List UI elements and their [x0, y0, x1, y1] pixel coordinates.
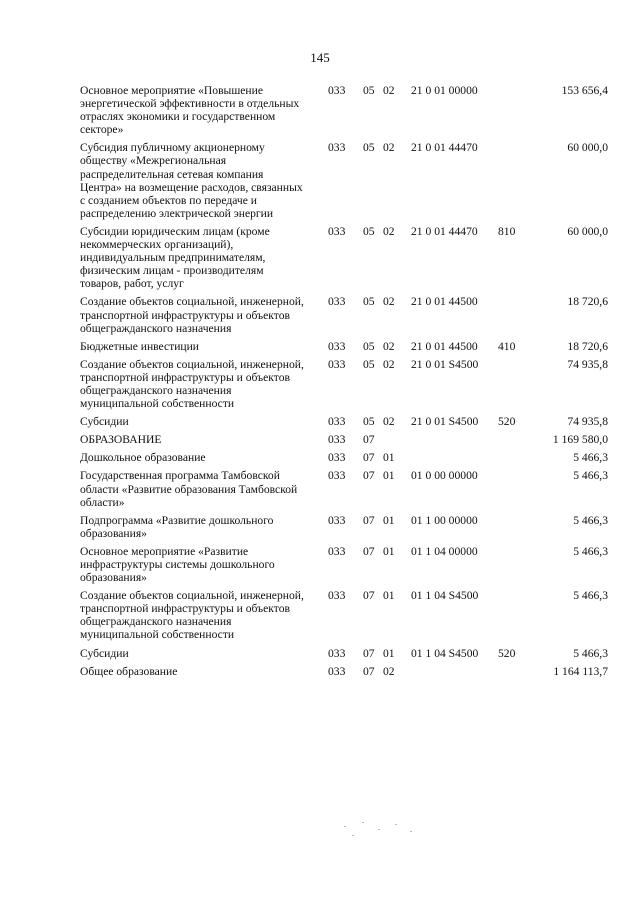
row-name: ОБРАЗОВАНИЕ [80, 433, 162, 447]
table-row [80, 340, 608, 353]
row-ved: 033 [328, 295, 346, 309]
table-row [80, 589, 608, 641]
row-rz: 05 [363, 295, 375, 309]
row-sum: 5 466,3 [573, 469, 608, 483]
row-rz: 05 [363, 357, 375, 371]
row-pr: 02 [383, 224, 395, 238]
row-ved: 033 [328, 141, 346, 155]
row-pr: 01 [383, 544, 395, 558]
row-name: Создание объектов социальной, инженерной, транспортной инфраструктуры и объектов общегражданского назначения муниципальной собственности [80, 357, 304, 411]
table-row [80, 295, 608, 334]
row-ved: 033 [328, 224, 346, 238]
row-csr: 01 1 00 00000 [411, 513, 478, 527]
row-ved: 033 [328, 664, 346, 678]
row-name: Основное мероприятие «Развитие инфраструктуры системы дошкольного образования» [80, 544, 275, 585]
row-sum: 5 466,3 [573, 544, 608, 558]
row-sum: 1 164 113,7 [553, 664, 608, 678]
row-sum: 74 935,8 [567, 415, 608, 429]
row-rz: 05 [363, 141, 375, 155]
row-ved: 033 [328, 451, 346, 465]
scan-noise [340, 820, 430, 840]
row-rz: 05 [363, 339, 375, 353]
row-csr: 21 0 01 44500 [411, 295, 478, 309]
row-name: Создание объектов социальной, инженерной, транспортной инфраструктуры и объектов общегражданского назначения муниципальной собственности [80, 589, 304, 642]
row-csr: 21 0 01 S4500 [411, 357, 479, 371]
row-vr: 520 [498, 646, 516, 660]
row-rz: 05 [363, 84, 375, 97]
row-name: Общее образование [80, 664, 178, 678]
row-pr: 02 [383, 664, 395, 678]
row-pr: 02 [383, 141, 395, 155]
table-row [80, 545, 608, 584]
row-ved: 033 [328, 589, 346, 603]
row-sum: 74 935,8 [567, 357, 608, 371]
row-sum: 5 466,3 [573, 451, 608, 465]
row-csr: 01 1 04 S4500 [411, 589, 479, 603]
row-pr: 01 [383, 469, 395, 483]
row-pr: 02 [383, 295, 395, 309]
row-sum: 18 720,6 [567, 295, 608, 309]
row-ved: 033 [328, 357, 346, 371]
row-csr: 21 0 01 44470 [411, 224, 478, 238]
row-csr: 21 0 01 44500 [411, 339, 478, 353]
row-pr: 01 [383, 513, 395, 527]
row-pr: 02 [383, 357, 395, 371]
row-vr: 410 [498, 339, 516, 353]
row-name: Основное мероприятие «Повышение энергетической эффективности в отдельных отраслях экономики и государственном секторе» [80, 84, 300, 137]
page-number: 145 [310, 50, 330, 65]
row-name: Субсидии [80, 415, 129, 429]
row-rz: 05 [363, 224, 375, 238]
row-csr: 21 0 01 S4500 [411, 415, 479, 429]
row-rz: 07 [363, 433, 375, 447]
row-pr: 01 [383, 589, 395, 603]
row-rz: 07 [363, 544, 375, 558]
table-row [80, 141, 608, 220]
row-csr: 01 1 04 00000 [411, 544, 478, 558]
row-rz: 07 [363, 469, 375, 483]
table-row [80, 514, 608, 540]
row-pr: 01 [383, 451, 395, 465]
row-sum: 1 169 580,0 [552, 433, 608, 447]
row-pr: 02 [383, 339, 395, 353]
row-pr: 01 [383, 646, 395, 660]
row-sum: 153 656,4 [561, 84, 608, 97]
row-pr: 02 [383, 415, 395, 429]
row-name: Субсидия публичному акционерному обществу «Межрегиональная распределительная сетевая компания Центра» на возмещение расходов, связанных с созданием объектов по передаче и распределению электрической энергии [80, 141, 303, 220]
row-sum: 18 720,6 [567, 339, 608, 353]
row-ved: 033 [328, 415, 346, 429]
row-sum: 5 466,3 [573, 513, 608, 527]
row-sum: 5 466,3 [573, 589, 608, 603]
row-ved: 033 [328, 544, 346, 558]
row-ved: 033 [328, 433, 346, 447]
row-name: Государственная программа Тамбовской области «Развитие образования Тамбовской области» [80, 469, 298, 509]
row-name: Дошкольное образование [80, 451, 206, 465]
table-row [80, 469, 608, 508]
row-name: Субсидии юридическим лицам (кроме некоммерческих организаций), индивидуальным предпринимателям, физическим лицам - производителям товаров, работ, услуг [80, 224, 270, 291]
row-ved: 033 [328, 469, 346, 483]
row-sum: 60 000,0 [567, 141, 608, 155]
row-ved: 033 [328, 84, 346, 97]
table-row [80, 358, 608, 410]
row-sum: 60 000,0 [567, 224, 608, 238]
table-row [80, 647, 608, 660]
table-row [80, 451, 608, 464]
row-pr: 02 [383, 84, 395, 97]
budget-table [80, 84, 608, 683]
row-sum: 5 466,3 [573, 646, 608, 660]
table-row [80, 433, 608, 446]
row-name: Субсидии [80, 646, 129, 660]
row-vr: 520 [498, 415, 516, 429]
row-vr: 810 [498, 224, 516, 238]
table-row [80, 415, 608, 428]
row-ved: 033 [328, 339, 346, 353]
table-row [80, 665, 608, 678]
row-ved: 033 [328, 646, 346, 660]
row-name: Бюджетные инвестиции [80, 339, 200, 353]
row-csr: 01 1 04 S4500 [411, 646, 479, 660]
row-rz: 07 [363, 664, 375, 678]
table-row [80, 84, 608, 136]
row-name: Подпрограмма «Развитие дошкольного образования» [80, 513, 274, 540]
table-row [80, 225, 608, 290]
row-rz: 07 [363, 451, 375, 465]
row-rz: 07 [363, 646, 375, 660]
row-ved: 033 [328, 513, 346, 527]
row-csr: 01 0 00 00000 [411, 469, 478, 483]
row-csr: 21 0 01 44470 [411, 141, 478, 155]
row-rz: 05 [363, 415, 375, 429]
row-name: Создание объектов социальной, инженерной, транспортной инфраструктуры и объектов общегражданского назначения [80, 295, 304, 335]
row-csr: 21 0 01 00000 [411, 84, 478, 97]
row-rz: 07 [363, 589, 375, 603]
row-rz: 07 [363, 513, 375, 527]
